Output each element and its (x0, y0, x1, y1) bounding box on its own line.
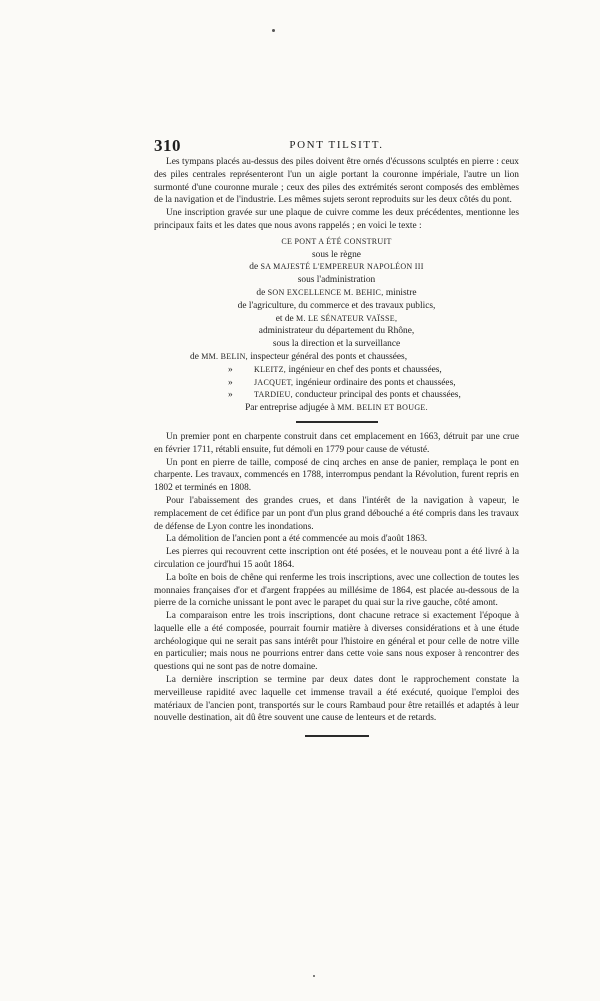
inscription-line: CE PONT A ÉTÉ CONSTRUIT (281, 236, 392, 246)
inscription-line: administrateur du département du Rhône, (258, 326, 415, 337)
end-rule (305, 735, 369, 737)
inscription-line: de MM. BELIN, inspecteur général des ponts et chaussées, (190, 351, 408, 362)
paragraph: La démolition de l'ancien pont a été commencée au mois d'août 1863. (166, 534, 428, 545)
paragraph: Pour l'abaissement des grandes crues, et dans l'intérêt de la navigation à vapeur, le remplacement de cet édifice par un pont d'un plus grand débouché a été compris dans les travaux de défense de Lyon contre les inondations. (154, 495, 519, 532)
inscription-line: » JACQUET, ingénieur ordinaire des ponts et chaussées, (228, 377, 456, 388)
paragraph: La comparaison entre les trois inscriptions, dont chacune retrace si exactement l'époque à laquelle elle a été composée, pourrait fournir matière à diverses considérations et à une étude archéologique qui ne serait pas sans intérêt pour l'histoire en général et pour celle de notre ville en particulier; mais nous ne pourrions entrer dans cette voie sans nous exposer à rencontrer des questions qui ne sont pas de notre domaine. (154, 611, 519, 673)
inscription-line: de l'agriculture, du commerce et des travaux publics, (237, 300, 436, 311)
inscription-line: » KLEITZ, ingénieur en chef des ponts et chaussées, (228, 364, 442, 375)
print-speck (313, 975, 315, 977)
inscription-line: sous la direction et la surveillance (272, 339, 401, 350)
ditto-mark: » (228, 377, 233, 388)
inscription-line: sous le règne (312, 249, 361, 260)
paragraph: Les pierres qui recouvrent cette inscription ont été posées, et le nouveau pont a été livré à la circulation ce jourd'hui 15 août 1864. (154, 547, 519, 570)
paragraph: Un pont en pierre de taille, composé de cinq arches en anse de panier, remplaça le pont en charpente. Les travaux, commencés en 1788, interrompus pendant la Révolution, furent repris en 1802 et terminés en 1808. (154, 457, 519, 494)
inscription-line: » TARDIEU, conducteur principal des ponts et chaussées, (228, 390, 461, 401)
page-number: 310 (154, 136, 181, 155)
inscription-block (154, 236, 519, 415)
inscription-line: Par entreprise adjugée à MM. BELIN ET BOUGE. (245, 403, 428, 414)
page-body (154, 156, 519, 745)
print-speck (272, 29, 275, 32)
page-header (154, 136, 519, 156)
inscription-line: sous l'administration (297, 275, 376, 286)
paragraph: Une inscription gravée sur une plaque de cuivre comme les deux précédentes, mentionne les principaux faits et les dates que nous avons rappelés ; en voici le texte : (154, 208, 519, 231)
paragraph: Les tympans placés au-dessus des piles doivent être ornés d'écussons sculptés en pierre : ceux des piles centrales représenteront l'un un aigle portant la couronne impériale, l'autre un lion surmonté d'une couronne murale ; ceux des piles des extrémités seront composés des emblèmes de la navigation et de l'industrie. Les mêmes sujets seront reproduits sur les deux côtés du pont. (154, 157, 519, 206)
inscription-line: et de M. LE SÉNATEUR VAÏSSE, (275, 313, 398, 324)
paragraph: La dernière inscription se termine par deux dates dont le rapprochement constate la merveilleuse rapidité avec laquelle cet immense travail a été exécuté, quoique l'emploi des matériaux de l'ancien pont, transportés sur le cours Rambaud pour être retaillés et adaptés à leur nouvelle destination, ait dû être souvent une cause de lenteurs et de retards. (154, 675, 519, 724)
running-title: PONT TILSITT. (289, 139, 384, 151)
ditto-mark: » (228, 390, 233, 401)
separator-rule (296, 421, 378, 423)
inscription-line: de SA MAJESTÉ L'EMPEREUR NAPOLÉON III (249, 262, 424, 273)
paragraph: La boîte en bois de chêne qui renferme les trois inscriptions, avec une collection de toutes les monnaies françaises d'or et d'argent frappées au millésime de 1864, est placée au-dessous de la pierre de la corniche unissant le pont avec le parapet du quai sur la rive gauche, côté amont. (154, 572, 519, 609)
inscription-line: de SON EXCELLENCE M. BEHIC, ministre (256, 287, 417, 298)
paragraph: Un premier pont en charpente construit dans cet emplacement en 1663, détruit par une crue en février 1711, rétabli ensuite, fut démoli en 1779 pour cause de vétusté. (154, 431, 519, 455)
ditto-mark: » (228, 364, 233, 375)
